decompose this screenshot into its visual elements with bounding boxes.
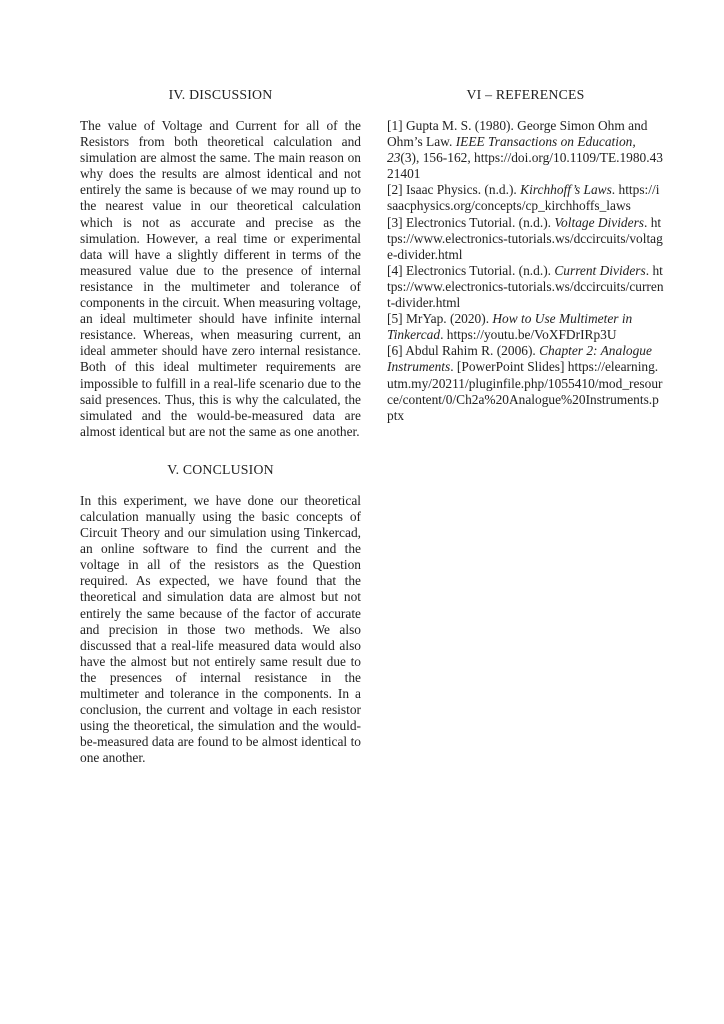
left-column: [80, 87, 361, 766]
right-column: [387, 87, 664, 766]
reference-item: [387, 343, 664, 423]
reference-url-text: https://www.electronics-tutorials.ws/dccircuits/current-divider.html: [387, 262, 664, 311]
reference-text: .: [611, 182, 619, 198]
reference-text: [3] Electronics Tutorial. (n.d.).: [387, 214, 555, 230]
reference-text: [2] Isaac Physics. (n.d.).: [387, 182, 521, 198]
reference-url-text: https://youtu.be/VoXFDrIRp3U: [446, 327, 617, 343]
conclusion-heading: V. CONCLUSION: [167, 461, 274, 477]
reference-text: [4] Electronics Tutorial. (n.d.).: [387, 262, 555, 278]
reference-item: [387, 182, 664, 214]
references-heading: VI – REFERENCES: [466, 87, 585, 102]
reference-text: [6] Abdul Rahim R. (2006).: [387, 343, 540, 359]
reference-item: [387, 263, 664, 311]
reference-url-text: https://elearning.utm.my/20211/pluginfile.php/1055410/mod_resource/content/0/Ch2a%20Analogue%20Instruments.pptx: [387, 359, 663, 423]
reference-item: [387, 215, 664, 263]
reference-text: .: [440, 327, 447, 343]
reference-text: (3), 156-162,: [400, 150, 475, 166]
reference-text: IEEE Transactions on Education, 23: [387, 134, 636, 166]
reference-text: [1] Gupta M. S. (1980). George Simon Ohm and Ohm’s Law.: [387, 118, 648, 150]
reference-item: [387, 118, 664, 182]
reference-text: .: [644, 214, 651, 230]
reference-text: Chapter 2: Analogue Instruments: [387, 343, 652, 375]
reference-url-text: https://isaacphysics.org/concepts/cp_kirchhoffs_laws: [387, 182, 660, 214]
discussion-paragraph: The value of Voltage and Current for all of the Resistors from both theoretical calculation and simulation are almost the same. The main reason on why does the results are almost identical and not entirely the same is because of we may round up to the nearest value in our theoretical calculation which is not as accurate and precise as the simulation. However, a real time or experimental data will have a slightly different in terms of the measured value due to the presence of internal resistance in the multimeter and tolerance of components in the circuit. When measuring voltage, an ideal multimeter should have infinite internal resistance. Whereas, when measuring current, an ideal ammeter should have zero internal resistance. Both of this ideal multimeter requirements are impossible to fulfill in a real-life scenario due to the said presences. Thus, this is why the calculated, the simulated and the would-be-measured data are almost identical but are not the same as one another.: [80, 118, 361, 439]
reference-url-text: https://doi.org/10.1109/TE.1980.4321401: [387, 150, 663, 182]
conclusion-paragraph: In this experiment, we have done our theoretical calculation manually using the basic concepts of Circuit Theory and our simulation using Tinkercad, an online software to find the current and the voltage in all of the resistors as the Question required. As expected, we have found that the theoretical and simulation data are almost but not entirely the same because of the factor of accurate and precision in those two methods. We also discussed that a real-life measured data would also have the almost but not entirely same result due to the presences of internal resistance in the multimeter and tolerance in the components. In a conclusion, the current and voltage in each resistor using the theoretical, the simulation and the would-be-measured data are found to be almost identical to one another.: [80, 492, 361, 766]
reference-text: [5] MrYap. (2020).: [387, 311, 493, 327]
reference-text: .: [645, 262, 653, 278]
reference-text: . [PowerPoint Slides]: [450, 359, 568, 375]
reference-url-text: https://www.electronics-tutorials.ws/dccircuits/voltage-divider.html: [387, 214, 663, 262]
reference-text: Current Dividers: [554, 262, 646, 278]
references-list: [387, 118, 664, 424]
reference-text: How to Use Multimeter in Tinkercad: [387, 311, 633, 343]
reference-text: Voltage Dividers: [554, 214, 644, 230]
reference-item: [387, 311, 664, 343]
reference-text: Kirchhoff’s Laws: [520, 182, 612, 198]
discussion-heading: IV. DISCUSSION: [168, 87, 273, 102]
